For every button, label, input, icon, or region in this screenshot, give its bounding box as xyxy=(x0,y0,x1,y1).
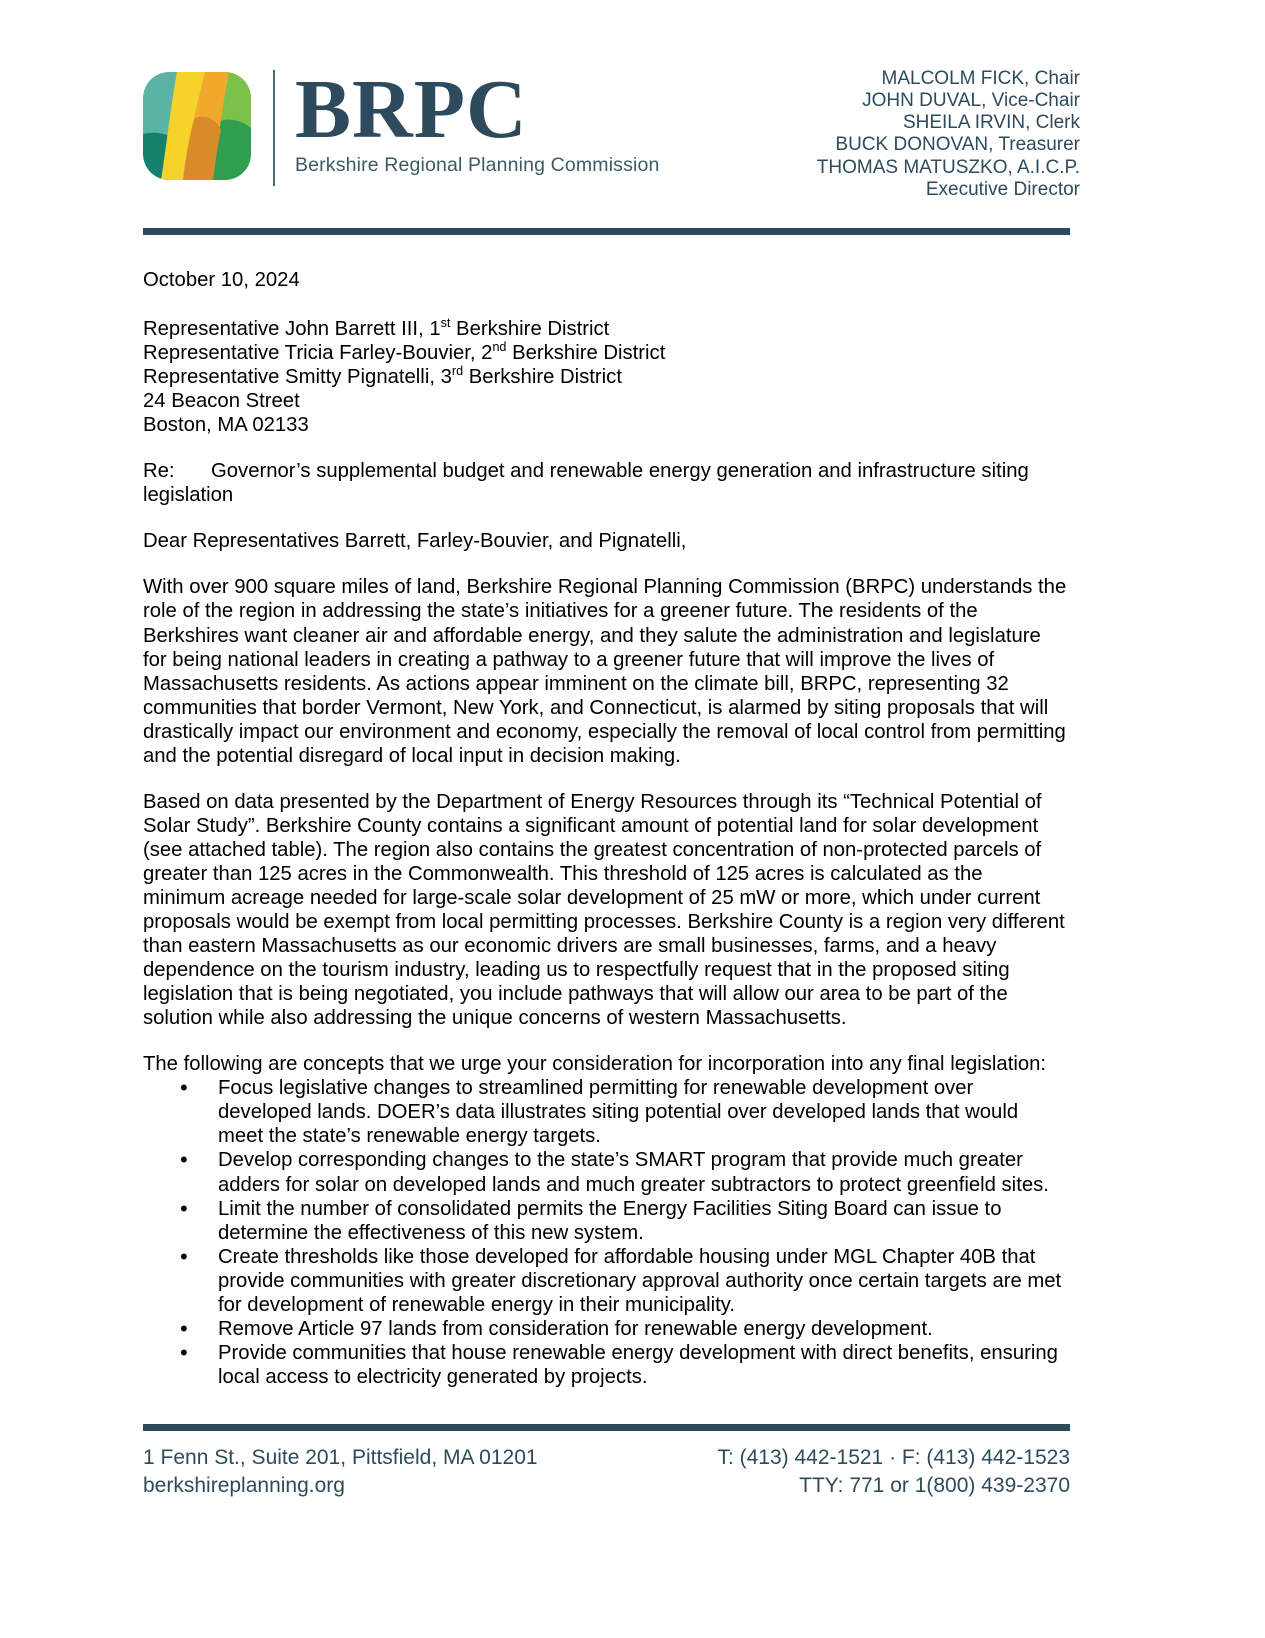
subject-label: Re: xyxy=(143,460,175,483)
list-item xyxy=(143,1197,1068,1245)
footer-contact-block xyxy=(143,1444,538,1500)
recipient-district: Berkshire District xyxy=(506,342,666,365)
letter-body xyxy=(143,268,1068,1389)
logo-divider xyxy=(273,70,275,186)
list-item xyxy=(143,1245,1068,1317)
list-item xyxy=(143,1317,1068,1341)
footer-rule xyxy=(143,1424,1070,1431)
bullet-icon: • xyxy=(180,1339,188,1365)
bullet-icon: • xyxy=(180,1315,188,1341)
list-item-text: Remove Article 97 lands from consideration for renewable energy development. xyxy=(218,1317,933,1340)
list-item xyxy=(143,1148,1068,1196)
ordinal-suffix: rd xyxy=(451,364,464,379)
paragraph-3: The following are concepts that we urge your consideration for incorporation into any final legislation: xyxy=(143,1053,1047,1076)
footer-phone-fax: T: (413) 442-1521 · F: (413) 442-1523 xyxy=(717,1446,1070,1469)
paragraph-2: Based on data presented by the Department of Energy Resources through its “Technical Potential of Solar Study”. Berkshire County contains a significant amount of potential land for solar development (see attached table). The region also contains the greatest concentration of non-protected parcels of greater than 125 acres in the Commonwealth. This threshold of 125 acres is calculated as the minimum acreage needed for large-scale solar development of 25 mW or more, which under current proposals would be exempt from local permitting processes. Berkshire County is a region very different than eastern Massachusetts as our economic drivers are small businesses, farms, and a heavy dependence on the tourism industry, leading us to respectfully request that in the proposed siting legislation that is being negotiated, you include pathways that will allow our area to be part of the solution while also addressing the unique concerns of western Massachusetts. xyxy=(143,790,1065,1030)
officers-list xyxy=(817,68,1080,201)
salutation: Dear Representatives Barrett, Farley-Bouvier, and Pignatelli, xyxy=(143,530,687,553)
recipient-district: Berkshire District xyxy=(463,366,622,389)
footer-website-link[interactable]: berkshireplanning.org xyxy=(143,1473,345,1497)
bullet-icon: • xyxy=(180,1243,188,1269)
recipient-line xyxy=(143,317,1068,341)
ordinal-suffix: nd xyxy=(492,340,507,355)
list-item-text: Create thresholds like those developed for affordable housing under MGL Chapter 40B that provide communities with greater discretionary approval authority once certain targets are met for development of renewable energy in their municipality. xyxy=(218,1245,1062,1316)
recipient-district: Berkshire District xyxy=(450,318,610,341)
concepts-list xyxy=(143,1076,1068,1389)
bullet-icon: • xyxy=(180,1075,188,1101)
brand-tagline: Berkshire Regional Planning Commission xyxy=(295,154,660,177)
letterhead xyxy=(0,52,1265,212)
subject-text: Governor’s supplemental budget and renewable energy generation and infrastructure siting legislation xyxy=(143,460,1029,507)
officer-line: Executive Director xyxy=(925,178,1080,200)
brand-text xyxy=(295,62,660,177)
letter-date: October 10, 2024 xyxy=(143,269,300,291)
brand-acronym: BRPC xyxy=(295,62,528,156)
brpc-logo-mark-icon xyxy=(143,72,251,180)
recipient-name: Representative Smitty Pignatelli, 3 xyxy=(143,366,452,389)
list-item-text: Develop corresponding changes to the state’s SMART program that provide much greater adders for solar on developed lands and much greater subtractors to protect greenfield sites. xyxy=(218,1149,1049,1196)
recipient-street: 24 Beacon Street xyxy=(143,390,300,413)
officer-line: JOHN DUVAL, Vice-Chair xyxy=(862,90,1080,112)
recipient-name: Representative John Barrett III, 1 xyxy=(143,318,441,341)
officer-line: BUCK DONOVAN, Treasurer xyxy=(835,134,1080,156)
bullet-icon: • xyxy=(180,1195,188,1221)
officer-line: SHEILA IRVIN, Clerk xyxy=(902,112,1080,134)
footer-address: 1 Fenn St., Suite 201, Pittsfield, MA 01201 xyxy=(143,1446,538,1469)
recipient-name: Representative Tricia Farley-Bouvier, 2 xyxy=(143,342,493,365)
footer-phone-block xyxy=(717,1444,1070,1500)
officer-line: THOMAS MATUSZKO, A.I.C.P. xyxy=(816,156,1080,178)
list-item-text: Limit the number of consolidated permits the Energy Facilities Siting Board can issue to determine the effectiveness of this new system. xyxy=(218,1197,1002,1244)
list-item xyxy=(143,1076,1068,1148)
list-item xyxy=(143,1341,1068,1389)
bullet-icon: • xyxy=(180,1147,188,1173)
paragraph-1: With over 900 square miles of land, Berkshire Regional Planning Commission (BRPC) understands the role of the region in addressing the state’s initiatives for a greener future. The residents of the Berkshires want cleaner air and affordable energy, and they salute the administration and legislature for being national leaders in creating a pathway to a greener future that will improve the lives of Massachusetts residents. As actions appear imminent on the climate bill, BRPC, representing 32 communities that border Vermont, New York, and Connecticut, is alarmed by siting proposals that will drastically impact our environment and economy, especially the removal of local control from permitting and the potential disregard of local input in decision making. xyxy=(143,576,1067,767)
subject-line xyxy=(143,459,1068,507)
recipient-city: Boston, MA 02133 xyxy=(143,414,309,437)
officer-line: MALCOLM FICK, Chair xyxy=(881,68,1080,89)
page-footer xyxy=(143,1444,1070,1500)
list-item-text: Focus legislative changes to streamlined permitting for renewable development over developed lands. DOER’s data illustrates siting potential over developed lands that would meet the state’s renewable energy targets. xyxy=(218,1077,1019,1148)
brpc-logo xyxy=(143,52,659,186)
recipient-line xyxy=(143,365,1068,389)
footer-tty: TTY: 771 or 1(800) 439-2370 xyxy=(799,1473,1070,1497)
ordinal-suffix: st xyxy=(440,316,451,331)
recipient-line xyxy=(143,341,1068,365)
list-item-text: Provide communities that house renewable energy development with direct benefits, ensuring local access to electricity generated by projects. xyxy=(218,1341,1058,1388)
header-rule xyxy=(143,228,1070,235)
